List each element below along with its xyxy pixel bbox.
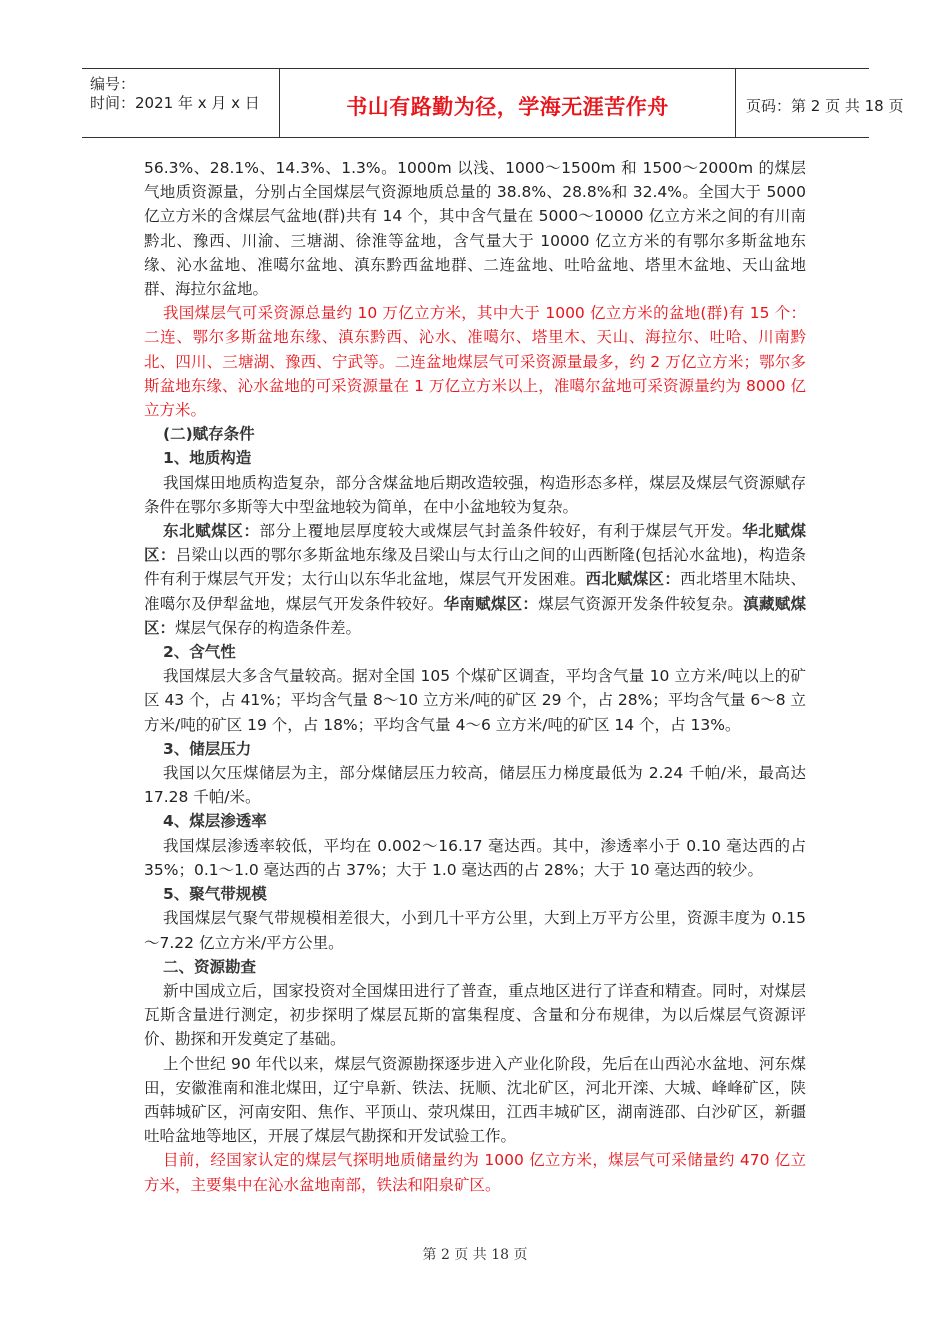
subheading-permeability: 4、煤层渗透率 (163, 812, 267, 831)
date-line: 时间：2021 年 x 月 x 日 (90, 94, 260, 112)
paragraph-coal-regions (144, 519, 806, 640)
subheading-reservoir-pressure: 3、储层压力 (163, 739, 252, 758)
header-motto: 书山有路勤为径，学海无涯苦作舟 (346, 94, 669, 119)
document-body (144, 156, 806, 1197)
doc-number-label: 编号： (90, 75, 136, 93)
section-heading-survey: 二、资源勘查 (163, 957, 257, 976)
subheading-gas-zone-scale: 5、聚气带规模 (163, 885, 267, 904)
paragraph-recoverable-resources: 我国煤层气可采资源总量约 10 万亿立方米，其中大于 1000 亿立方米的盆地(群)有 15 个：二连、鄂尔多斯盆地东缘、滇东黔西、沁水、准噶尔、塔里木、天山、海拉尔、吐哈、川南黔北、四川、三塘湖、豫西、宁武等。二连盆地煤层气可采资源量最多，约 2 万亿立方米；鄂尔多斯盆地东缘、沁水盆地的可采资源量在 1 万亿立方米以上，准噶尔盆地可采资源量约为 8000 亿立方米。 (144, 304, 806, 420)
paragraph-geology: 我国煤田地质构造复杂，部分含煤盆地后期改造较强，构造形态多样，煤层及煤层气资源赋存条件在鄂尔多斯等大中型盆地较为简单，在中小盆地较为复杂。 (144, 473, 806, 516)
label-northeast: 东北赋煤区： (163, 522, 260, 541)
text-south-china: 煤层气资源开发条件较复杂。 (538, 594, 744, 613)
paragraph-survey-1990s: 上个世纪 90 年代以来，煤层气资源勘探逐步进入产业化阶段，先后在山西沁水盆地、河东煤田，安徽淮南和淮北煤田，辽宁阜新、铁法、抚顺、沈北矿区，河北开滦、大城、峰峰矿区，陕西韩城矿区，河南安阳、焦作、平顶山、荥巩煤田，江西丰城矿区，湖南涟邵、白沙矿区，新疆吐哈盆地等地区，开展了煤层气勘探和开发试验工作。 (144, 1054, 806, 1146)
text-dianzang: 煤层气保存的构造条件差。 (175, 618, 362, 637)
label-northwest: 西北赋煤区： (585, 570, 681, 589)
subheading-geology: 1、地质构造 (163, 449, 252, 468)
subheading-gas-content: 2、含气性 (163, 643, 236, 662)
paragraph-resource-depth: 56.3%、28.1%、14.3%、1.3%。1000m 以浅、1000～1500m 和 1500～2000m 的煤层气地质资源量，分别占全国煤层气资源地质总量的 38.8%、28.8%和 32.4%。全国大于 5000 亿立方米的含煤层气盆地(群)共有 14 个，其中含气量在 5000～10000 亿立方米之间的有川南黔北、豫西、川渝、三塘湖、徐淮等盆地，含气量大于 10000 亿立方米的有鄂尔多斯盆地东缘、沁水盆地、准噶尔盆地、滇东黔西盆地群、二连盆地、吐哈盆地、塔里木盆地、天山盆地群、海拉尔盆地。 (144, 159, 806, 299)
label-dianzang: 滇藏赋煤区： (144, 594, 806, 637)
header-meta-cell (82, 69, 279, 137)
header-motto-cell (279, 69, 736, 137)
header-page-cell (736, 69, 904, 137)
paragraph-reservoir-pressure: 我国以欠压煤储层为主，部分煤储层压力较高，储层压力梯度最低为 2.24 千帕/米，最高达 17.28 千帕/米。 (144, 764, 806, 807)
page-header (82, 68, 904, 138)
page-footer: 第 2 页 共 18 页 (422, 1247, 528, 1263)
section-heading-storage: (二)赋存条件 (163, 425, 255, 444)
paragraph-proven-reserves: 目前，经国家认定的煤层气探明地质储量约为 1000 亿立方米，煤层气可采储量约 470 亿立方米，主要集中在沁水盆地南部，铁法和阳泉矿区。 (144, 1151, 806, 1194)
label-south-china: 华南赋煤区： (443, 594, 539, 613)
header-page-info: 页码：第 2 页 共 18 页 (746, 97, 904, 115)
paragraph-gas-content: 我国煤层大多含气量较高。据对全国 105 个煤矿区调查，平均含气量 10 立方米/吨以上的矿区 43 个，占 41%；平均含气量 8～10 立方米/吨的矿区 29 个，占 28%；平均含气量 6～8 立方米/吨的矿区 19 个，占 18%；平均含气量 4～6 立方米/吨的矿区 14 个，占 13%。 (144, 667, 806, 734)
paragraph-gas-zone-scale: 我国煤层气聚气带规模相差很大，小到几十平方公里，大到上万平方公里，资源丰度为 0.15～7.22 亿立方米/平方公里。 (144, 909, 806, 952)
text-northwest: 西北塔里木陆块、准噶尔及伊犁盆地，煤层气开发条件较好。 (144, 570, 806, 613)
text-northeast: 部分上覆地层厚度较大或煤层气封盖条件较好，有利于煤层气开发。 (259, 522, 743, 541)
paragraph-permeability: 我国煤层渗透率较低，平均在 0.002～16.17 毫达西。其中，渗透率小于 0.10 毫达西的占 35%；0.1～1.0 毫达西的占 37%；大于 1.0 毫达西的占 28%；大于 10 毫达西的较少。 (144, 836, 806, 879)
label-north-china: 华北赋煤区： (144, 522, 806, 565)
text-north-china: 吕梁山以西的鄂尔多斯盆地东缘及吕梁山与太行山之间的山西断隆(包括沁水盆地)，构造条件有利于煤层气开发；太行山以东华北盆地，煤层气开发困难。 (144, 546, 806, 589)
paragraph-survey-history: 新中国成立后，国家投资对全国煤田进行了普查，重点地区进行了详查和精查。同时，对煤层瓦斯含量进行测定，初步探明了煤层瓦斯的富集程度、含量和分布规律，为以后煤层气资源评价、勘探和开发奠定了基础。 (144, 981, 806, 1049)
